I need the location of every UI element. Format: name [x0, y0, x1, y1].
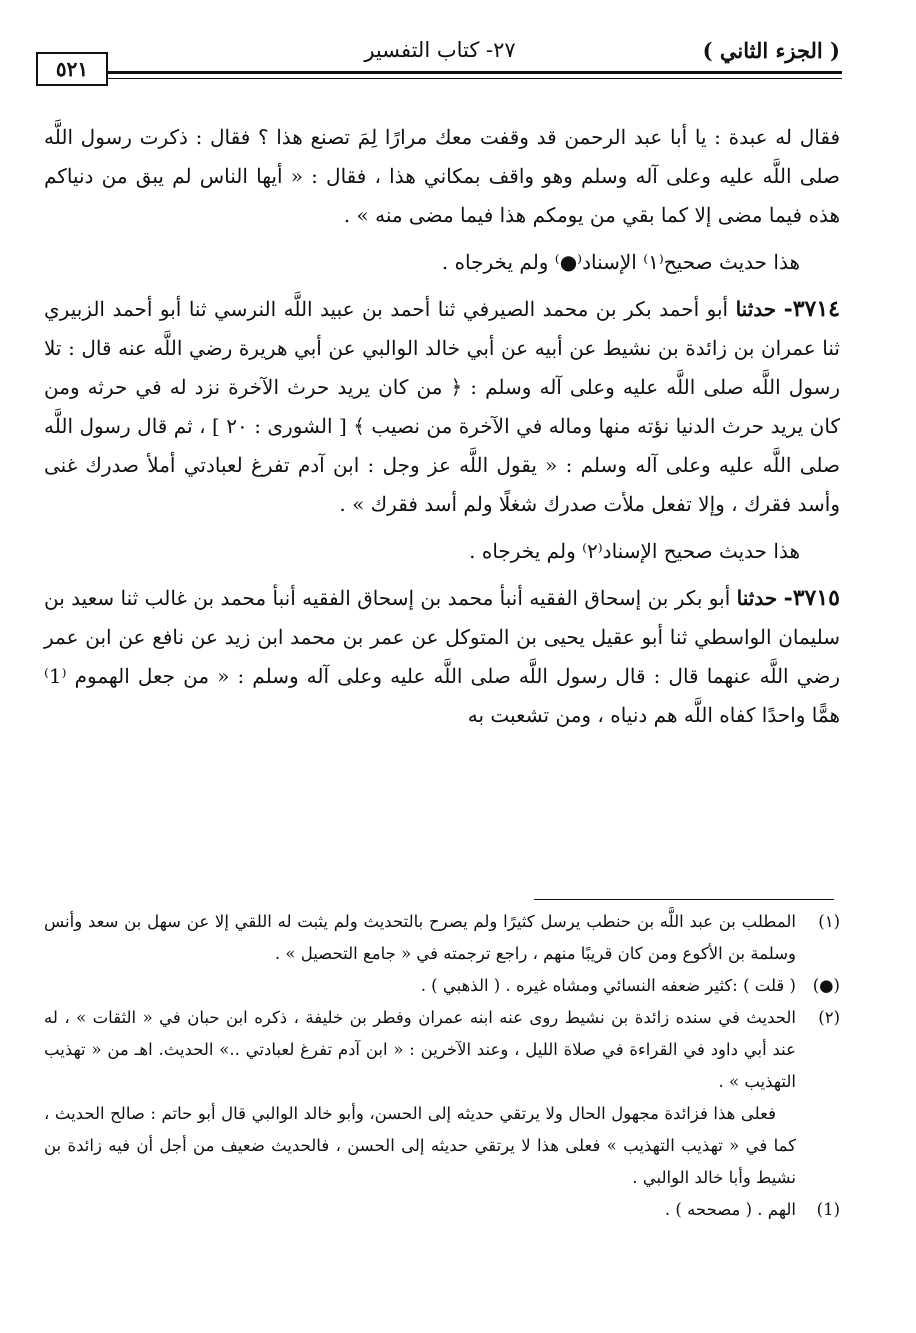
- footnote-editor: [44, 1194, 840, 1226]
- hadith-text: أبو بكر بن إسحاق الفقيه أنبأ محمد بن إسحاق الفقيه أنبأ محمد بن غالب ثنا سعيد بن سليمان الواسطي ثنا أبو عقيل يحيى بن المتوكل عن عمر بن محمد ابن زيد عن نافع عن ابن عمر رضي اللَّه عنهما قال : قال رسول اللَّه صلى اللَّه عليه وعلى آله وسلم : « من جعل الهموم ⁽1⁾ همًّا واحدًا كفاه اللَّه هم دنياه ، ومن تشعبت به: [44, 586, 840, 727]
- footnote-1: [44, 906, 840, 970]
- footnote-text: الحديث في سنده زائدة بن نشيط روى عنه ابنه عمران وفطر بن خليفة ، ذكره ابن حبان في « الثقات » ، له عند أبي داود في القراءة في صلاة الليل ، وعند الآخرين : « ابن آدم تفرغ لعبادتي ..» الحديث. اهـ من « تهذيب التهذيب » .: [44, 1008, 796, 1091]
- footnote-marker: (●): [812, 976, 840, 995]
- hadith-lead: حدثنا: [736, 586, 778, 610]
- footnote-text: ( قلت ) :كثير ضعفه النسائي ومشاه غيره . ( الذهبي ) .: [420, 976, 796, 995]
- header-rule-thick: [106, 71, 842, 74]
- hadith-number: ٣٧١٤-: [783, 296, 840, 322]
- grading-line-1: هذا حديث صحيح⁽١⁾ الإسناد⁽●⁾ ولم يخرجاه .: [441, 250, 800, 274]
- hadith-text: أبو أحمد بكر بن محمد الصيرفي ثنا أحمد بن عبيد اللَّه النرسي ثنا أبو أحمد الزبيري ثنا عمران بن زائدة بن نشيط عن أبيه عن أبي خالد الوالبي عن أبي هريرة رضي اللَّه عنه قال : تلا رسول اللَّه صلى اللَّه عليه وعلى آله وسلم : ﴿ من كان يريد حرث الآخرة نزد له في حرثه ومن كان يريد حرث الدنيا نؤته منها وماله في الآخرة من نصيب ﴾ [ الشورى : ٢٠ ] ، ثم قال رسول اللَّه صلى اللَّه عليه وعلى آله وسلم : « يقول اللَّه عز وجل : ابن آدم تفرغ لعبادتي أملأ صدرك غنى وأسد فقرك ، وإلا تفعل ملأت صدرك شغلًا ولم أسد فقرك » .: [44, 297, 841, 516]
- footnote-dhahabi: [44, 970, 840, 1002]
- footnote-marker: (1): [816, 1200, 840, 1219]
- hadith-3714: [44, 290, 840, 524]
- book-title: ٢٧- كتاب التفسير: [364, 38, 516, 62]
- footnote-marker: (١): [818, 912, 840, 931]
- footnote-2-continuation: فعلى هذا فزائدة مجهول الحال ولا يرتقي حديثه إلى الحسن، وأبو خالد الوالبي قال أبو حاتم : صالح الحديث ، كما في « تهذيب التهذيب » فعلى هذا لا يرتقي حديثه إلى الحسن ، فالحديث ضعيف من أجل أن فيه زائدة بن نشيط وأبا خالد الوالبي .: [44, 1104, 796, 1187]
- footnote-2: [44, 1002, 840, 1098]
- hadith-lead: حدثنا: [735, 297, 777, 321]
- hadith-3715: [44, 579, 840, 735]
- main-text: [44, 118, 840, 735]
- page-number: ٥٢١: [36, 52, 108, 86]
- header-rule-thin: [106, 78, 842, 79]
- volume-label: ( الجزء الثاني ): [702, 38, 840, 63]
- paragraph-continuation: فقال له عبدة : يا أبا عبد الرحمن قد وقفت معك مرارًا لِمَ تصنع هذا ؟ فقال : ذكرت رسول اللَّه صلى اللَّه عليه وعلى آله وسلم وهو واقف بمكاني هذا ، فقال : « أيها الناس لم يبق من دنياكم هذه فيما مضى إلا كما بقي من يومكم هذا فيما مضى منه » .: [44, 125, 840, 227]
- page-header: [40, 38, 840, 70]
- footnotes: [44, 906, 840, 1226]
- footnote-separator: [534, 899, 834, 900]
- hadith-number: ٣٧١٥-: [783, 585, 840, 611]
- footnote-marker: (٢): [818, 1008, 840, 1027]
- footnote-text: المطلب بن عبد اللَّه بن حنطب يرسل كثيرًا ولم يصرح بالتحديث ولم يثبت له اللقي إلا عن سهل بن سعد وأنس وسلمة بن الأكوع ومن كان قريبًا منهم ، راجع ترجمته في « جامع التحصيل » .: [44, 912, 796, 963]
- grading-line-2: هذا حديث صحيح الإسناد⁽٢⁾ ولم يخرجاه .: [469, 539, 800, 563]
- footnote-text: الهم . ( مصححه ) .: [664, 1200, 796, 1219]
